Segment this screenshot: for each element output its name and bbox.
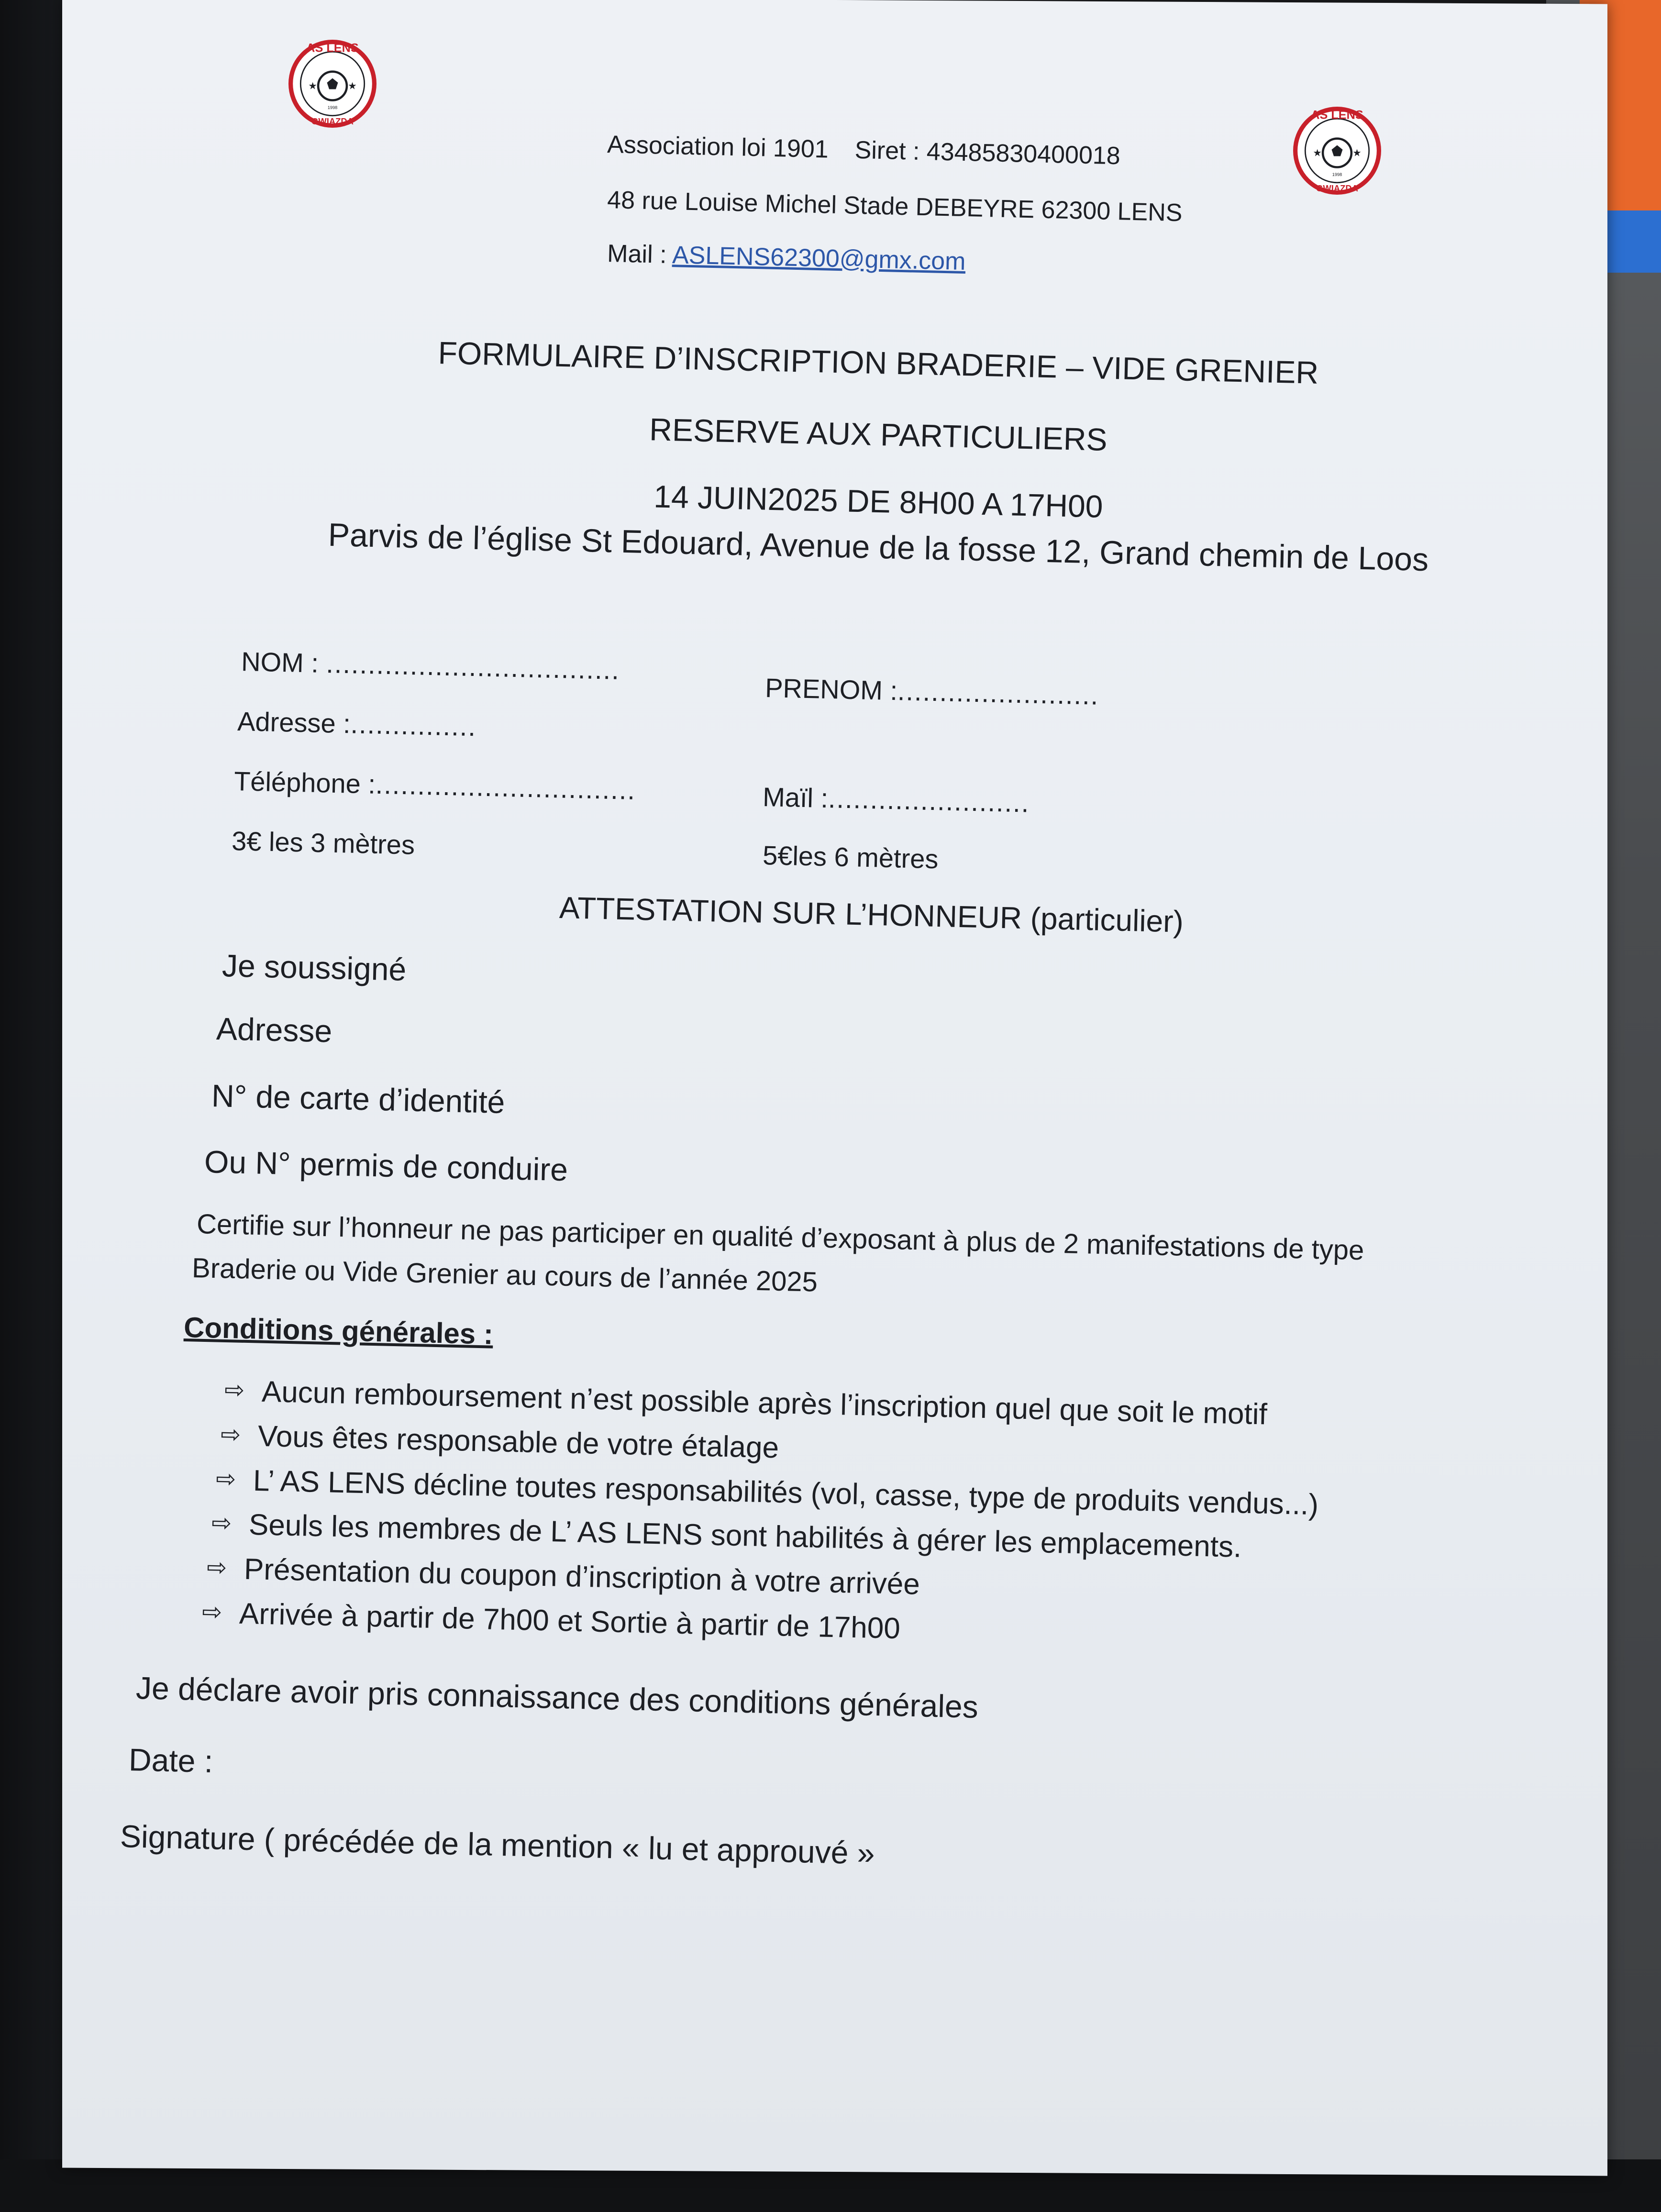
- carte-identite-label: N° de carte d’identité: [211, 1077, 506, 1120]
- arrow-right-icon: ⇨: [220, 1420, 241, 1448]
- association-name: Association loi 1901: [607, 130, 829, 164]
- attestation-adresse-label: Adresse: [216, 1010, 333, 1049]
- prenom-label: PRENOM :: [764, 672, 898, 706]
- association-address: 48 rue Louise Michel Stade DEBEYRE 62300 LENS: [607, 186, 1183, 227]
- date-label[interactable]: Date :: [128, 1741, 214, 1779]
- svg-text:★: ★: [1313, 147, 1322, 159]
- attestation-title: ATTESTATION SUR L’HONNEUR (particulier): [559, 890, 1184, 939]
- mail-field[interactable]: [763, 781, 1030, 818]
- declaration-text: Je déclare avoir pris connaissance des conditions générales: [135, 1670, 979, 1725]
- adresse-field[interactable]: [237, 706, 477, 742]
- condition-text: Arrivée à partir de 7h00 et Sortie à partir de 17h00: [239, 1597, 901, 1646]
- mail-link[interactable]: ASLENS62300@gmx.com: [672, 241, 966, 276]
- svg-text:★: ★: [1352, 147, 1362, 159]
- logo-year: 1998: [327, 105, 338, 110]
- logo-bottom-text: GWIAZDA: [311, 116, 354, 127]
- price-6m: 5€les 6 mètres: [762, 840, 939, 874]
- nom-label: NOM :: [241, 646, 319, 678]
- mail-field-label: Maïl :: [762, 781, 829, 814]
- condition-text: Vous êtes responsable de votre étalage: [257, 1419, 779, 1465]
- event-location: Parvis de l’église St Edouard, Avenue de la fosse 12, Grand chemin de Loos: [328, 516, 1429, 578]
- mail-field-dots: ........................: [828, 783, 1030, 818]
- form-title: FORMULAIRE D’INSCRIPTION BRADERIE – VIDE GRENIER: [437, 335, 1319, 390]
- logo-year: 1998: [1332, 172, 1342, 177]
- conditions-title: Conditions générales :: [183, 1311, 494, 1350]
- nom-dots: ...................................: [325, 648, 620, 685]
- logo-bottom-text: GWIAZDA: [1316, 183, 1358, 194]
- condition-text: Aucun remboursement n’est possible après l’inscription quel que soit le motif: [261, 1375, 1268, 1431]
- condition-text: Seuls les membres de L’ AS LENS sont habilités à gérer les emplacements.: [248, 1508, 1242, 1564]
- arrow-right-icon: ⇨: [211, 1509, 232, 1537]
- arrow-right-icon: ⇨: [224, 1376, 245, 1404]
- adresse-label: Adresse :: [237, 706, 351, 739]
- siret-number: Siret : 43485830400018: [854, 136, 1121, 170]
- arrow-right-icon: ⇨: [201, 1598, 222, 1626]
- telephone-dots: ...............................: [375, 769, 636, 806]
- condition-text: Présentation du coupon d’inscription à votre arrivée: [244, 1552, 920, 1601]
- prenom-dots: ........................: [897, 675, 1100, 710]
- permis-label: Ou N° permis de conduire: [204, 1143, 568, 1188]
- as-lens-logo-left: [277, 29, 388, 139]
- logo-top-text: AS LENS: [306, 41, 359, 55]
- form-subtitle: RESERVE AUX PARTICULIERS: [649, 411, 1108, 457]
- certification-line-1: Certifie sur l’honneur ne pas participer en qualité d’exposant à plus de 2 manifestations de type: [196, 1208, 1365, 1266]
- logo-top-text: AS LENS: [1311, 108, 1363, 122]
- condition-text: L’ AS LENS décline toutes responsabilités (vol, casse, type de produits vendus...): [253, 1464, 1319, 1522]
- svg-text:★: ★: [308, 80, 317, 92]
- signature-label[interactable]: Signature ( précédée de la mention « lu et approuvé »: [120, 1818, 875, 1871]
- arrow-right-icon: ⇨: [215, 1465, 236, 1493]
- price-3m: 3€ les 3 mètres: [231, 825, 415, 860]
- event-date: 14 JUIN2025 DE 8H00 A 17H00: [653, 478, 1104, 524]
- arrow-right-icon: ⇨: [206, 1553, 227, 1581]
- svg-text:★: ★: [348, 80, 357, 92]
- adresse-dots: ...............: [350, 708, 477, 742]
- soussigne-label: Je soussigné: [221, 947, 407, 987]
- as-lens-logo-right: [1282, 96, 1392, 206]
- telephone-label: Téléphone :: [233, 765, 376, 799]
- certification-line-2: Braderie ou Vide Grenier au cours de l’année 2025: [191, 1252, 818, 1298]
- mail-label: Mail :: [607, 239, 673, 269]
